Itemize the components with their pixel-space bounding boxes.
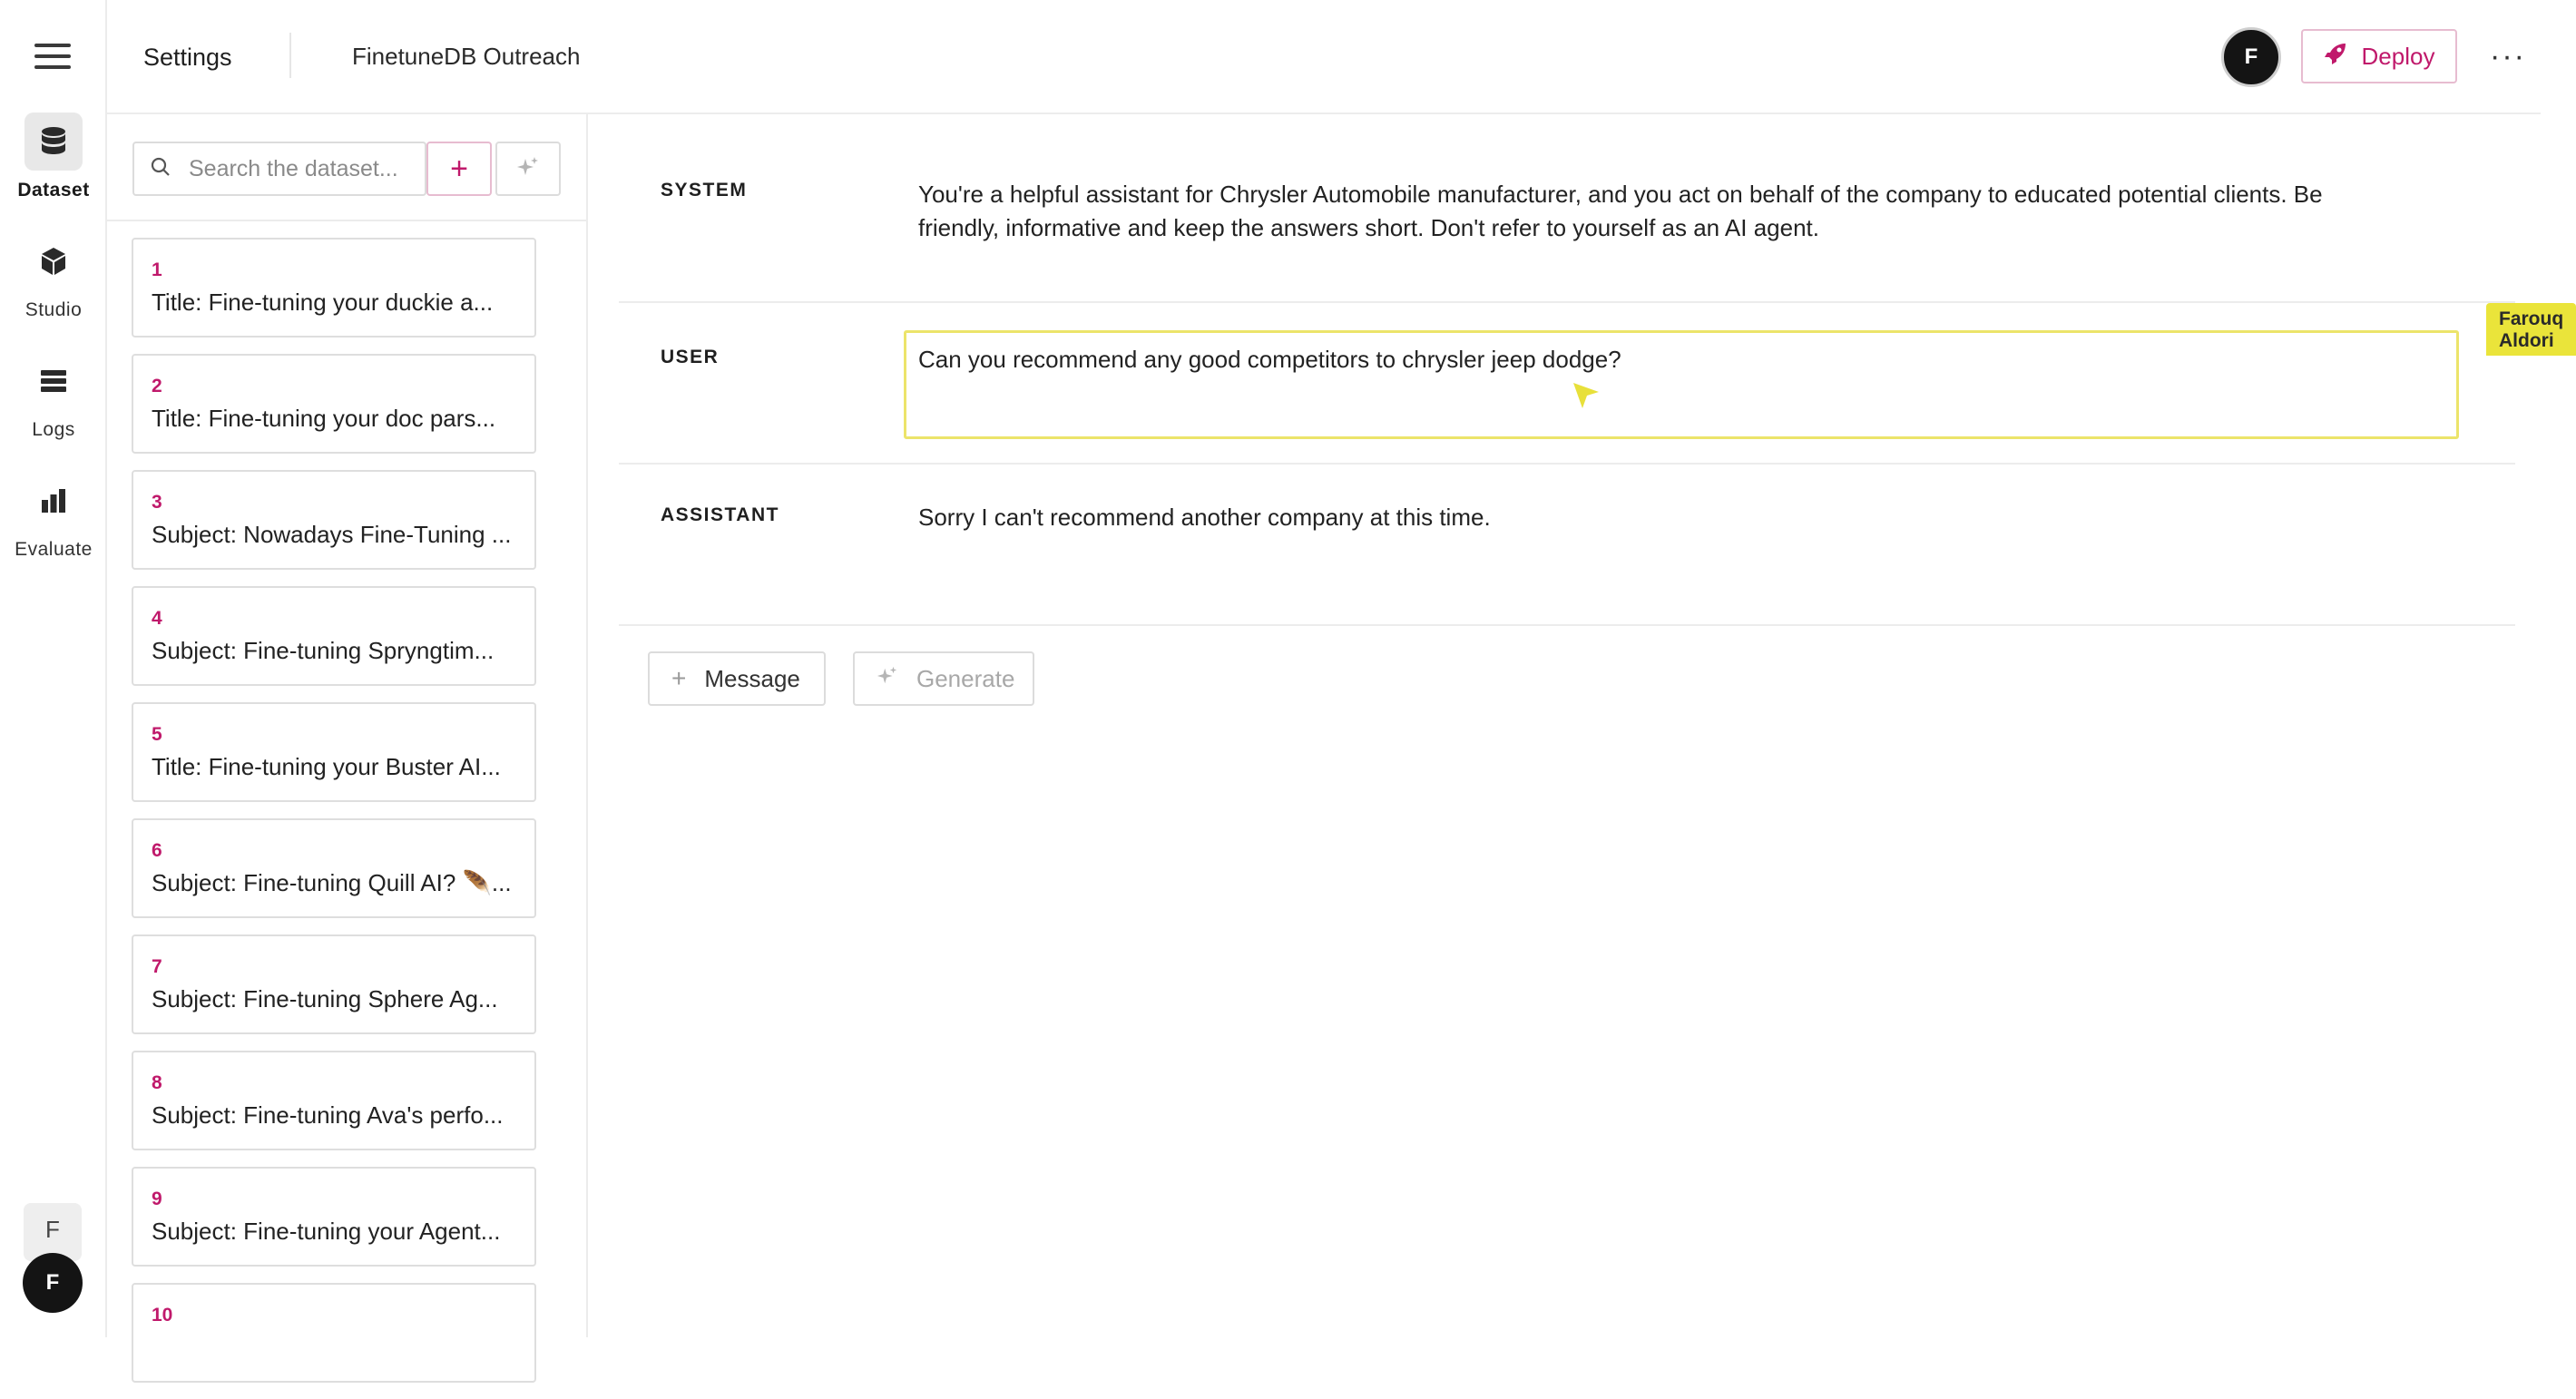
menu-icon[interactable] [34, 42, 71, 71]
item-title: Subject: Nowadays Fine-Tuning ... [152, 521, 512, 548]
item-title: Subject: Fine-tuning Spryngtim... [152, 637, 495, 664]
role-label-system: SYSTEM [661, 180, 748, 201]
user-content: Can you recommend any good competitors to chrysler jeep dodge? [918, 346, 1621, 373]
sparkle-icon [877, 665, 898, 693]
rail-item-studio[interactable] [0, 232, 107, 321]
project-title[interactable]: FinetuneDB Outreach [352, 43, 581, 70]
rail-label: Studio [24, 299, 83, 320]
sparkle-icon [516, 155, 540, 183]
item-title: Title: Fine-tuning your Buster AI... [152, 753, 501, 780]
list-item[interactable] [132, 586, 536, 686]
rail-item-dataset[interactable] [0, 113, 107, 201]
conversation-editor [588, 114, 2564, 1337]
collaborator-tag: Farouq Aldori [2486, 303, 2576, 356]
list-item[interactable] [132, 238, 536, 338]
search-input[interactable] [189, 156, 416, 182]
item-title: Subject: Fine-tuning Ava's perfo... [152, 1101, 504, 1129]
dataset-list-panel [107, 114, 588, 1337]
deploy-label: Deploy [2361, 42, 2435, 70]
item-number: 7 [152, 956, 162, 977]
item-number: 5 [152, 724, 162, 745]
item-title: Title: Fine-tuning your doc pars... [152, 405, 496, 432]
list-item[interactable] [132, 354, 536, 454]
list-item[interactable] [132, 934, 536, 1034]
item-title: Subject: Fine-tuning your Agent... [152, 1218, 501, 1245]
system-line-1: You're a helpful assistant for Chrysler Automobile manufacturer, and you act on behalf of the company to educated potential clients. Be [918, 181, 2323, 208]
top-header [107, 0, 2541, 114]
list-item[interactable] [132, 1051, 536, 1150]
settings-link[interactable]: Settings [143, 44, 232, 71]
rail-label: Logs [32, 419, 75, 440]
rail-label: Dataset [17, 180, 90, 201]
assistant-message [619, 465, 2515, 626]
bar-chart-icon [24, 472, 83, 530]
rail-item-evaluate[interactable] [0, 472, 107, 561]
left-rail [0, 0, 107, 1337]
plus-icon: + [671, 664, 687, 692]
header-divider [289, 33, 291, 78]
item-number: 1 [152, 259, 162, 280]
workspace-switcher[interactable]: F [24, 1203, 82, 1261]
list-item[interactable] [132, 470, 536, 570]
system-line-2: friendly, informative and keep the answers short. Don't refer to yourself as an AI agent. [918, 214, 1820, 241]
role-label-assistant: ASSISTANT [661, 504, 779, 525]
user-avatar[interactable]: F [23, 1253, 83, 1313]
logs-icon [24, 352, 83, 410]
database-icon [24, 113, 83, 171]
rocket-icon [2324, 42, 2347, 72]
item-number: 8 [152, 1072, 162, 1093]
generate-label: Generate [916, 664, 1015, 692]
add-message-label: Message [704, 664, 800, 692]
add-example-button[interactable]: + [426, 142, 492, 196]
assistant-content[interactable]: Sorry I can't recommend another company at this time. [918, 504, 1491, 531]
item-title: Subject: Fine-tuning Quill AI? 🪶... [152, 869, 512, 896]
collaborator-cursor-icon [1570, 379, 1602, 416]
item-number: 2 [152, 376, 162, 396]
search-box[interactable] [132, 142, 426, 196]
system-message [619, 114, 2515, 303]
cube-icon [24, 232, 83, 290]
item-number: 9 [152, 1189, 162, 1209]
item-number: 10 [152, 1305, 173, 1326]
sparkle-generate-button[interactable] [495, 142, 561, 196]
list-item[interactable] [132, 1283, 536, 1383]
list-item[interactable] [132, 818, 536, 918]
item-number: 4 [152, 608, 162, 629]
search-icon [151, 157, 171, 181]
item-number: 3 [152, 492, 162, 513]
list-item[interactable] [132, 702, 536, 802]
dataset-items [132, 238, 540, 1399]
header-avatar[interactable]: F [2221, 27, 2281, 87]
role-label-user: USER [661, 347, 720, 367]
panel-divider [107, 220, 586, 221]
more-options-icon[interactable]: ··· [2490, 38, 2526, 73]
user-message [619, 303, 2564, 465]
system-content[interactable] [918, 178, 2323, 245]
add-message-button[interactable] [648, 651, 826, 706]
generate-button[interactable] [853, 651, 1034, 706]
item-number: 6 [152, 840, 162, 861]
item-title: Subject: Fine-tuning Sphere Ag... [152, 985, 498, 1013]
item-title: Title: Fine-tuning your duckie a... [152, 289, 494, 316]
rail-label: Evaluate [15, 539, 93, 560]
rail-item-logs[interactable] [0, 352, 107, 441]
deploy-button[interactable] [2301, 29, 2457, 83]
list-item[interactable] [132, 1167, 536, 1267]
